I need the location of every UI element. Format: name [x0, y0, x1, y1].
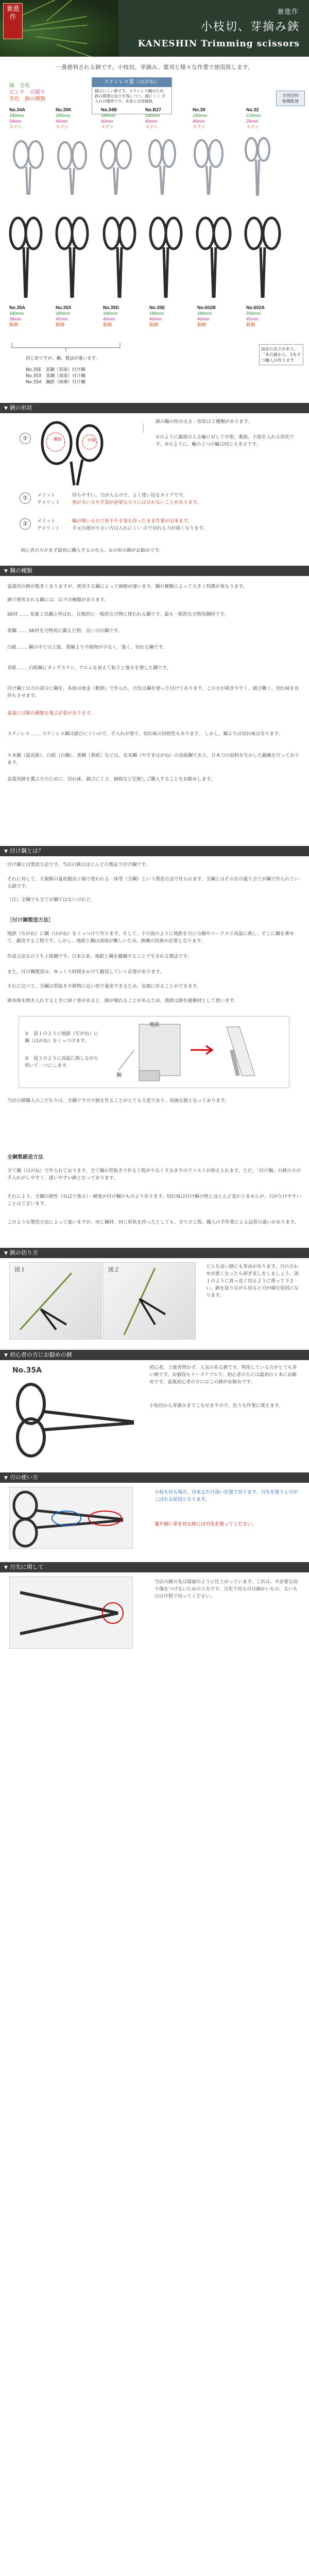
scissor-34b: [101, 141, 131, 195]
spec-no: No.35K: [56, 107, 72, 112]
spec-type: ステン: [246, 124, 259, 129]
steel-sk2: 付け鋼とは刃の部分に鋼を、本体は地金（軟鉄）で作られ、刃先は鋼を使った付けてあります。この方が研ぎやすく、錆び難く、切れ味を長持ちさせます。: [7, 686, 299, 699]
steel-carbon: ＊本鍛（最高級）、白紙（白鋼）、黄鋼（黄紙）などは、安来鋼（やすきはがね）の高級鋼であり、日本刀の原料を生かした鍛練を行っております。: [7, 753, 300, 766]
scissor-35x: [57, 218, 88, 298]
steel-sk: SK材 …… 炭素工具鋼と呼ばれ、比較的に一般的な刃物に使われる鋼です。最も一般的な刃物用鋼材です。: [7, 612, 229, 617]
section-header-care: ▼ 刃先に関して: [0, 1562, 309, 1572]
spec-no34a: [9, 107, 45, 130]
spec-blade: 45mm: [246, 316, 259, 321]
shape-side-note: 鋏の輪の形の太さ・形状は２種類があります。: [156, 419, 253, 425]
spec-blade: 38mm: [9, 118, 22, 124]
forging-diagram: [103, 1019, 288, 1086]
spec-blade: 40mm: [149, 316, 162, 321]
beginner-model: No.35A: [12, 1366, 42, 1375]
spec-blade: 40mm: [101, 118, 113, 124]
forging-subtitle: ［付け鋼製造方法］: [7, 918, 54, 923]
size-note-box: 指定の長さがあり、「本の鋏から、1本ずつ職人が作ります: [259, 344, 303, 365]
spec-no: No.34A: [9, 107, 26, 112]
spec-blade: 45mm: [56, 118, 68, 124]
forging-p2: （注）全鋼でも全てが鋼ではないけれど、: [7, 897, 96, 903]
intro-text: 一番便利される鋏です。小枝切、芽摘み、葉刈と様々な作業で使用致します。: [56, 64, 253, 71]
black-scissors-row: [0, 210, 309, 300]
shipping-badge: 全国送料 無償配達: [276, 91, 305, 106]
beginner-scissor-photo: [10, 1381, 139, 1458]
spec-blade: 40mm: [103, 316, 115, 321]
spec-total: 180mm: [9, 113, 24, 118]
spec-no35k: [56, 107, 92, 130]
scissor-b27: [149, 140, 175, 195]
scissor-35a: [10, 218, 41, 298]
spec-total: 200mm: [246, 311, 261, 316]
spec-type: 鍛鋼: [56, 322, 65, 327]
spec-total: 190mm: [193, 113, 208, 118]
steel-intro: 盆栽用の鋏が数多くありますが、使用する鋼によって価格が違います。鋼の種類によって大きく特徴が異なります。: [7, 584, 248, 589]
merit-label-1: ①: [20, 493, 31, 504]
scissor-32: [246, 138, 269, 196]
label-finger-ring: 中指: [88, 438, 96, 443]
merit-2-text: 輪が開いるので軍手や手袋を持ったまま作業が出来ます。 手元の指が小さい方は入れにくい ので切れる力が弱くなります。: [72, 519, 208, 531]
shape-main-text: ①のように親指の入る輪に対して中指、薬指、小指を入れる形状です。②のように、輪の２つの輪は同じ大きさです。: [156, 435, 295, 447]
spec-no35d: [103, 305, 139, 328]
steel-stainless: ステンレス …… ステンレス鋼は錆びにくいので、手入れが楽で、切れ味の持続性もあります。 しかし、鋼よりは切れ味は劣ります。: [7, 732, 283, 737]
blade-photo: [9, 1487, 133, 1549]
spec-no602a: [246, 305, 282, 328]
steel-note: 盆栽には鋏の種類を選ぶ必要があります。: [7, 711, 95, 716]
spec-no39: [193, 107, 229, 130]
spec-no: No.32: [246, 107, 259, 112]
spec-no: No.34B: [101, 107, 117, 112]
hero-title: 小枝切、芽摘み鋏: [200, 21, 300, 33]
diagram-label-iron: 地鉄: [149, 1022, 160, 1028]
spec-no: No.B27: [145, 107, 162, 112]
shape-label-1: ①: [20, 433, 31, 444]
spec-total: 180mm: [101, 113, 116, 118]
forging-footer: 当店の鋏職人のこだわりは、全鋼ですので鋏を作ることがとても大変であり、高価な鋏となっております。: [7, 1098, 230, 1104]
spec-total: 190mm: [149, 311, 164, 316]
spec-no: No.35X: [56, 305, 72, 310]
color-legend: 緑 全長 ピンク 刃渡り 茶色 鋏の種類: [9, 83, 45, 102]
scissor-39: [195, 140, 222, 195]
stainless-info-box: ステンレス製（はがね） 錆びにくい鋏です。ステンレス鋼のため、 鋏の質感の良さを残しつつ、錆にくく 手入れが簡単です。本体とは別価格。: [92, 77, 172, 114]
section-header-beginner: ▼ 初心者の方にお勧めの鋏: [0, 1350, 309, 1360]
shape-footer: 初心者の方がまず最初に購入するのなら、①の形の鋏がお勧めです。: [21, 548, 164, 553]
steel-intro2: 鋏で使用される鋼には、以下の種類があります。: [7, 598, 109, 603]
forging-sub-p3: また、付け鋼製造は、ゆっくり時間をかけて鍛造していく必要があります。: [7, 970, 165, 975]
beginner-text: 初心者、上級者問わず、人気のある鋏です。利用している方がとても多い鋏です。お値段もリーズナブルで、初心者の方には最初の１本にお勧めです。盆栽初心者の方にはこの鋏がお勧めです。: [149, 1365, 297, 1385]
spec-blade: 28mm: [246, 118, 259, 124]
scissor-602b: [197, 218, 230, 298]
steel-conclusion: 盆栽用鋏を選ぶ方のために、切れ味、錆びにくさ、価格など比較しご購入することをお勧めします。: [7, 777, 215, 782]
section-header-forging: ▼ 付け鋼とは？: [0, 846, 309, 856]
spec-nob27: [145, 107, 181, 130]
blade-text2: 葉や細い芽を切る時には刃先を使ってください。: [154, 1522, 257, 1527]
stainless-scissors-row: [0, 134, 309, 198]
scissor-602a: [246, 218, 280, 298]
spec-blade: 40mm: [145, 118, 158, 124]
cut-fig1-label: 図１: [14, 1266, 26, 1273]
hero-banner: [0, 0, 309, 57]
blade-text1: 小枝を切る場合、出来るだけ深い位置で切ります。刃先を使うと刃がこぼれる原因となります。: [154, 1490, 298, 1502]
group-caption: 同じ形ですが、鋼、製法が違います。: [26, 356, 100, 361]
spec-total: 180mm: [56, 113, 71, 118]
fullsteel-p1: 全て鋼（はがね）で作られております。全て鋼の型抜きで作る工程が少なくすみますのでコストが抑えられます。ただ、「付け鋼」の鋏の方が手入れがしやすく、扱いやすい鋏となっております。: [7, 1168, 301, 1181]
spec-type: 鍛鋼: [103, 322, 112, 327]
forging-p1: それに対して、大規模の量産鍛冶工場で使われる一体型（全鋼）という製造方法で作られます。全鋼とはその名の通り全てが鋼で作られている鋏です。: [7, 877, 299, 889]
spec-type: 鍛鋼: [246, 322, 255, 327]
steel-yellow: 黄鋼 …… SK材を刃物用に鍛えた物。良い刃の鋼です。: [7, 629, 123, 634]
hero-en-title: KANESHIN Trimming scissors: [138, 39, 300, 49]
shape-diagram-1: [36, 418, 118, 488]
section-title-fullsteel: 全鋼製鍛造方法: [7, 1155, 43, 1160]
spec-total: 190mm: [145, 113, 160, 118]
forging-sub-p5: 鋏本体を焼き入れするときに研ぐ事があると、鋏が壊れることがあるため、地鉄は鋏を緩衝材として使います。: [7, 998, 238, 1004]
scissor-35k: [58, 142, 86, 195]
spec-type: ステン: [9, 124, 22, 129]
beginner-text2: 小枝切から芽摘みまでこなせますので、色々な作業に使えます。: [149, 1403, 284, 1409]
spec-type: 鍛鋼: [9, 322, 19, 327]
forging-sub-p4: それに比べて、全鋼は型抜きや鋳物に近い形で量産できるため、安価に作ることができます。: [7, 984, 201, 989]
scissor-35d: [104, 218, 135, 298]
merit-1-text: 持ちやすい。力が入るので、よく使い切るタイプです。 指が太い方や手袋が必要な方々には合わないことがあります。: [72, 493, 202, 505]
steel-white: 白紙 …… 鋼の中では上級。黄鋼より不純物が少なく、強く、切れる鋼です。: [7, 645, 167, 650]
scissor-34a: [14, 141, 43, 195]
diagram-step2: ② 図２のように高温に熱しながら叩いて一つにします。: [25, 1056, 99, 1069]
spec-total: 180mm: [9, 311, 24, 316]
diagram-step1: ① 図１のように地鉄（ぢがね）に鋼（はがね）をくっつけます。: [25, 1031, 99, 1044]
cut-fig2-label: 図２: [108, 1266, 119, 1273]
care-photo: [9, 1577, 133, 1649]
spec-total: 180mm: [56, 311, 71, 316]
spec-no35e: [149, 305, 185, 328]
fullsteel-p2: それにより、全鋼の鋏性（ねばり強さ）・硬度が付け鋼のものより劣ります。切れ味は付け鋼の物とほとんど変わりませんが、刃が欠けやすいことはございます。: [7, 1194, 301, 1207]
spec-no34b: [101, 107, 137, 130]
spec-type: 鍛鋼: [197, 322, 207, 327]
spec-total: 210mm: [246, 113, 261, 118]
spec-no: No.35E: [149, 305, 165, 310]
spec-no602b: [197, 305, 233, 328]
spec-type: 鍛鋼: [149, 322, 159, 327]
section-header-shape: ▼ 鋏の形状: [0, 403, 309, 413]
spec-blade: 40mm: [197, 316, 210, 321]
spec-no35x: [56, 305, 92, 328]
merit-label-2: ②: [20, 518, 31, 530]
section-header-blade: ▼ 刃の使い方: [0, 1472, 309, 1483]
spec-no: No.602B: [197, 305, 216, 310]
merit-2-heading: メリット デメリット: [37, 519, 60, 531]
group-bracket: [9, 342, 123, 352]
spec-no35a: [9, 305, 45, 328]
spec-no: No.35D: [103, 305, 119, 310]
spec-no32: [246, 107, 282, 130]
scissor-35e: [150, 218, 181, 298]
group-note: No.35E 黒鋼（黒染）付け鋼 No.35X 黒鋼（黒染）付け鋼 No.35A 鋼鉄（研磨）付け鋼: [26, 367, 85, 385]
section-header-cut: ▼ 鋏の切り方: [0, 1248, 309, 1258]
spec-no: No.39: [193, 107, 205, 112]
spec-type: ステン: [193, 124, 205, 129]
cut-text: どんな良い鋏にも寿命があります。刃の合わせが悪くなったら研ぎ直しをしましょう。図１のように真っ直ぐ切るように使って下さい。鋏を捻りながら切ると刃が痛む原因になります。: [206, 1264, 299, 1298]
spec-total: 190mm: [197, 311, 212, 316]
section-header-steel: ▼ 鋼の種類: [0, 566, 309, 576]
spec-blade: 45mm: [56, 316, 68, 321]
spec-type: ステン: [56, 124, 68, 129]
forging-sub-p2: 作成方法なのうち上級鋼です。日本古来、地鉄と鋼を鍛錬することで生まれる製法です。: [7, 954, 192, 959]
spec-no: No.602A: [246, 305, 265, 310]
spec-type: ステン: [145, 124, 158, 129]
brand-logo: 兼進 作: [3, 3, 23, 39]
spec-blade: 40mm: [193, 118, 205, 124]
spec-total: 190mm: [103, 311, 118, 316]
steel-blue: 青紙 …… 白紙鋼にタングステン、クロムを加えて粘りと強さを増した鋼です。: [7, 666, 171, 671]
diagram-label-steel: 鋼: [116, 1073, 122, 1078]
merit-1-heading: メリット デメリット: [37, 493, 60, 505]
spec-blade: 38mm: [9, 316, 22, 321]
forging-intro: 付け鋼とは製造方法です。当店の鋏はほとんどの製品で付け鋼です。: [7, 862, 150, 868]
spec-type: ステン: [101, 124, 114, 129]
forging-sub-p1: 地鉄（ぢがね）に鋼（はがね）をくっつけて作ります。そして、下の図のように地鉄を刃に分銅やコークスで高温に熱し、そこに鋼を乗せて、鍛造する工程です。しかし、地鉄と鋼は溶接が難しいため、熟練の技術が必要となります。: [7, 931, 294, 944]
hero-subtitle: 兼進作: [277, 8, 299, 16]
fullsteel-p3: このような製造方法によって違いますが、同じ鋼材、同じ形状を持ったとしても、全ての工程、職人の手作業による品質の違いがあります。: [7, 1220, 299, 1225]
label-thumb-ring: 親指: [54, 437, 62, 442]
spec-no: No.35A: [9, 305, 26, 310]
care-text: 当店の鋏の先は図面のように仕上がっています。これは、不必要な切り傷をつけないための工夫です。刃先で切るのは細かいもの、太いものは中程で切ってください。: [154, 1580, 298, 1599]
